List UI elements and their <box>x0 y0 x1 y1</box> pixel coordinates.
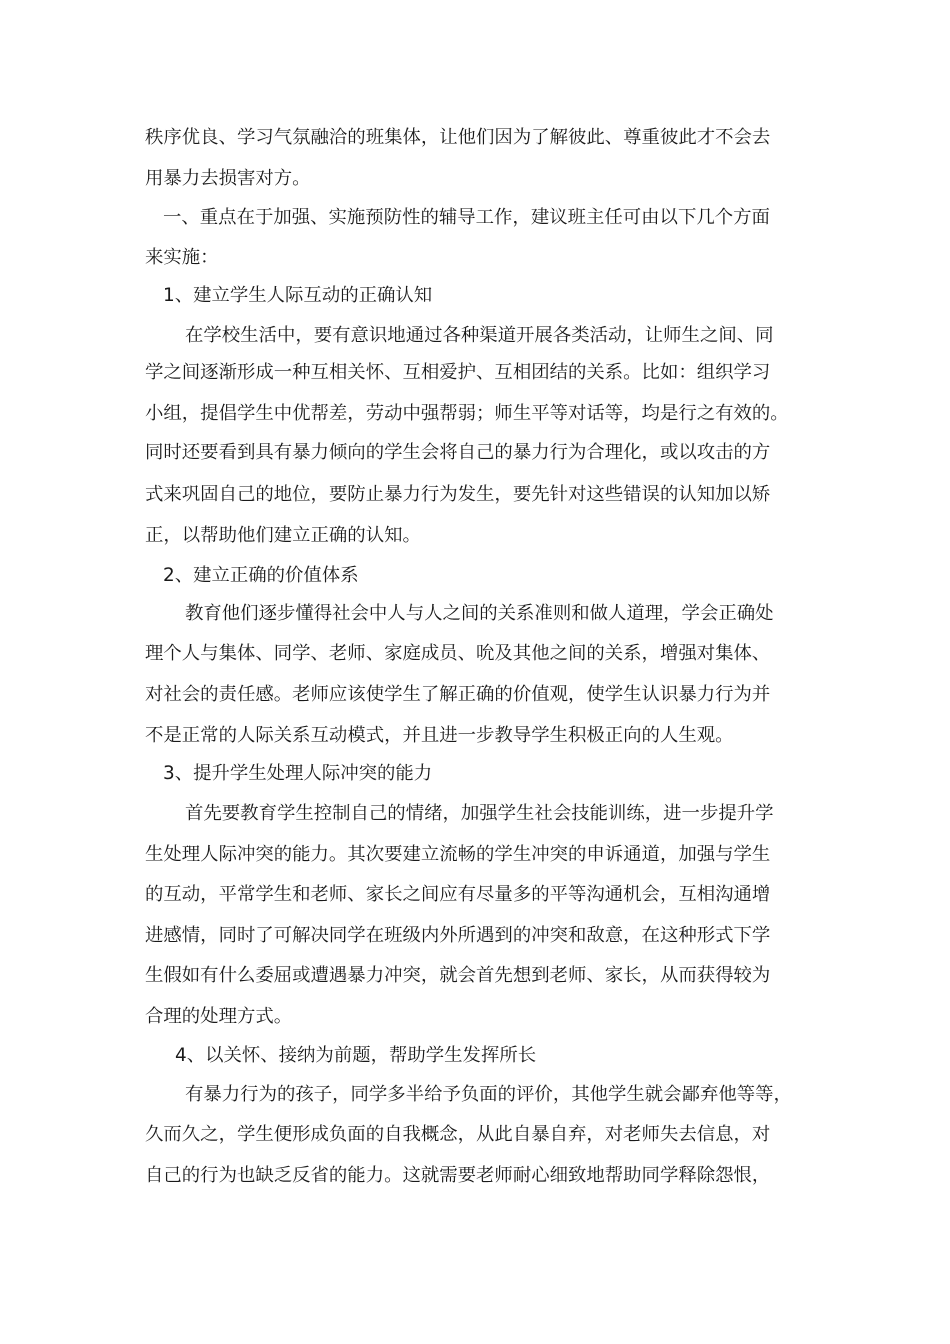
body-text-line: 来实施： <box>145 247 219 268</box>
paragraph-first-line: 有暴力行为的孩子，同学多半给予负面的评价，其他学生就会鄙弃他等等， <box>185 1084 792 1105</box>
paragraph-first-line: 教育他们逐步懂得社会中人与人之间的关系准则和做人道理，学会正确处 <box>185 603 774 624</box>
body-text-line: 理个人与集体、同学、老师、家庭成员、吮及其他之间的关系，增强对集体、 <box>145 643 771 664</box>
paragraph-first-line: 首先要教育学生控制自己的情绪，加强学生社会技能训练，进一步提升学 <box>185 803 774 824</box>
body-text-line: 进感情，同时了可解决同学在班级内外所遇到的冲突和敌意，在这种形式下学 <box>145 925 771 946</box>
body-text-line: 学之间逐渐形成一种互相关怀、互相爱护、互相团结的关系。比如：组织学习 <box>145 362 771 383</box>
body-text-line: 对社会的责任感。老师应该使学生了解正确的价值观，使学生认识暴力行为并 <box>145 684 771 705</box>
body-text-line: 同时还要看到具有暴力倾向的学生会将自己的暴力行为合理化，或以攻击的方 <box>145 442 771 463</box>
section-heading: 一、重点在于加强、实施预防性的辅导工作，建议班主任可由以下几个方面 <box>163 207 770 228</box>
paragraph-first-line: 在学校生活中，要有意识地通过各种渠道开展各类活动，让师生之间、同 <box>185 325 774 346</box>
body-text-line: 小组，提倡学生中优帮差，劳动中强帮弱；师生平等对话等，均是行之有效的。 <box>145 403 789 424</box>
body-text-line: 正，以帮助他们建立正确的认知。 <box>145 525 421 546</box>
body-text-line: 的互动，平常学生和老师、家长之间应有尽量多的平等沟通机会，互相沟通增 <box>145 884 771 905</box>
body-text-line: 生处理人际冲突的能力。其次要建立流畅的学生冲突的申诉通道，加强与学生 <box>145 844 771 865</box>
subsection-heading: 3、提升学生处理人际冲突的能力 <box>163 763 433 784</box>
body-text-line: 秩序优良、学习气氛融洽的班集体，让他们因为了解彼此、尊重彼此才不会去 <box>145 127 771 148</box>
subsection-heading: 1、建立学生人际互动的正确认知 <box>163 285 433 306</box>
body-text-line: 不是正常的人际关系互动模式，并且进一步教导学生积极正向的人生观。 <box>145 725 734 746</box>
body-text-line: 式来巩固自己的地位，要防止暴力行为发生，要先针对这些错误的认知加以矫 <box>145 484 771 505</box>
body-text-line: 生假如有什么委屈或遭遇暴力冲突，就会首先想到老师、家长，从而获得较为 <box>145 965 771 986</box>
subsection-heading: 2、建立正确的价值体系 <box>163 565 359 586</box>
body-text-line: 自己的行为也缺乏反省的能力。这就需要老师耐心细致地帮助同学释除怨恨， <box>145 1165 771 1186</box>
body-text-line: 合理的处理方式。 <box>145 1006 293 1027</box>
subsection-heading: 4、以关怀、接纳为前题，帮助学生发挥所长 <box>175 1045 537 1066</box>
body-text-line: 久而久之，学生便形成负面的自我概念，从此自暴自弃，对老师失去信息，对 <box>145 1124 771 1145</box>
body-text-line: 用暴力去损害对方。 <box>145 168 311 189</box>
